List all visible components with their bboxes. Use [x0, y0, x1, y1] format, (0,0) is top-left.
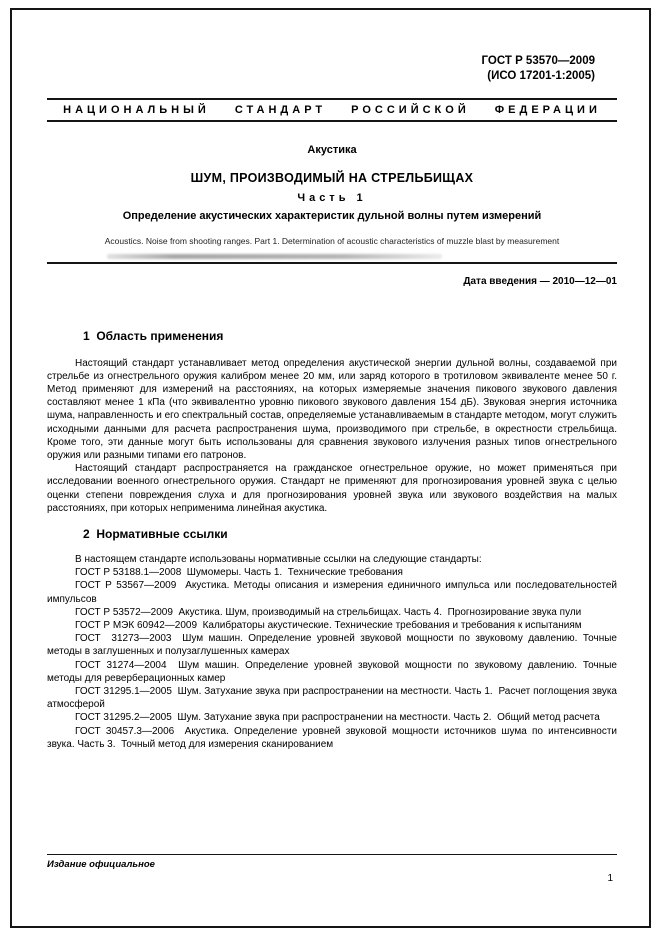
reference-item: ГОСТ 31274—2004 Шум машин. Определение уровней звуковой мощности по звуковому давлению. Точные методы для реверберационных камер	[47, 659, 617, 684]
page-content	[12, 10, 649, 926]
national-standard-label: НАЦИОНАЛЬНЫЙ СТАНДАРТ РОССИЙСКОЙ ФЕДЕРАЦИИ	[63, 104, 601, 116]
reference-item: ГОСТ 31273—2003 Шум машин. Определение уровней звуковой мощности по звуковому давлению. Точные методы в заглушенных и полузаглушенных камерах	[47, 633, 617, 658]
section-2-heading: 2 Нормативные ссылки	[83, 526, 228, 541]
iso-code: (ИСО 17201-1:2005)	[487, 70, 595, 82]
scan-smudge-artifact	[107, 254, 442, 259]
page-number: 1	[607, 873, 613, 884]
english-title: Acoustics. Noise from shooting ranges. Part 1. Determination of acoustic characteristics of muzzle blast by measurement	[104, 236, 560, 246]
standard-code: ГОСТ Р 53570—2009	[481, 55, 595, 67]
banner-bottom-rule	[47, 120, 617, 122]
main-title: ШУМ, ПРОИЗВОДИМЫЙ НА СТРЕЛЬБИЩАХ	[190, 171, 474, 185]
scope-paragraph: Настоящий стандарт устанавливает метод определения акустической энергии дульной волны, создаваемой при стрельбе из огнестрельного оружия калибром менее 20 мм, или заряд которого в тротиловом эквиваленте менее 50 г. Метод применяют для измерений на расстояниях, на которых измеряемые значения пикового звукового давления составляют менее 1 кПа (что эквивалентно уровню пикового звукового давления 154 дБ). Звуковая энергия источника шума, направленность и его спектральный состав, определяемые устанавливаемым в стандарте методом, могут служить исходными данными для расчета распространения шума, производимого при стрельбе, в окрестности стрельбища. Кроме того, эти данные могут быть использованы для сравнения звукового излучения разных типов огнестрельного оружия или разными типами его патронов.	[47, 357, 617, 461]
page-footer	[47, 854, 617, 884]
effective-date: Дата введения — 2010—12—01	[463, 275, 617, 287]
footer-rule	[47, 854, 617, 855]
scope-paragraph: Настоящий стандарт распространяется на гражданское огнестрельное оружие, но может применяться при исследовании военного огнестрельного оружия. Стандарт не применяют для прогнозирования уровней звука с целью оценки степени повреждения слуха и для прогнозирования уровней звука или звукового воздействия на малых расстояниях, при которых неприменима линейная акустика.	[47, 463, 617, 514]
reference-item: ГОСТ 30457.3—2006 Акустика. Определение уровней звуковой мощности источников шума по интенсивности звука. Часть 3. Точный метод для измерения сканированием	[47, 725, 617, 750]
standard-code-block	[47, 54, 617, 84]
subtitle: Определение акустических характеристик дульной волны путем измерений	[122, 210, 542, 222]
reference-item: ГОСТ Р 53188.1—2008 Шумомеры. Часть 1. Технические требования	[75, 567, 403, 579]
title-bottom-rule	[47, 262, 617, 264]
national-standard-banner	[47, 98, 617, 122]
reference-item: ГОСТ 31295.2—2005 Шум. Затухание звука при распространении на местности. Часть 2. Общий метод расчета	[75, 712, 600, 724]
official-edition-label: Издание официальное	[47, 859, 155, 870]
subject-title: Акустика	[307, 144, 357, 156]
reference-item: ГОСТ Р 53572—2009 Акустика. Шум, производимый на стрельбищах. Часть 4. Прогнозирование звука пули	[75, 606, 582, 618]
section-1-heading: 1 Область применения	[83, 328, 224, 343]
reference-item: ГОСТ 31295.1—2005 Шум. Затухание звука при распространении на местности. Часть 1. Расчет поглощения звука атмосферой	[47, 685, 617, 711]
reference-item: ГОСТ Р МЭК 60942—2009 Калибраторы акустические. Технические требования и требования к испытаниям	[75, 619, 582, 631]
references-intro: В настоящем стандарте использованы нормативные ссылки на следующие стандарты:	[75, 553, 482, 565]
part-label: Часть 1	[297, 192, 367, 204]
reference-item: ГОСТ Р 53567—2009 Акустика. Методы описания и измерения единичного импульса или последовательностей импульсов	[47, 580, 617, 605]
page-frame	[10, 8, 651, 928]
